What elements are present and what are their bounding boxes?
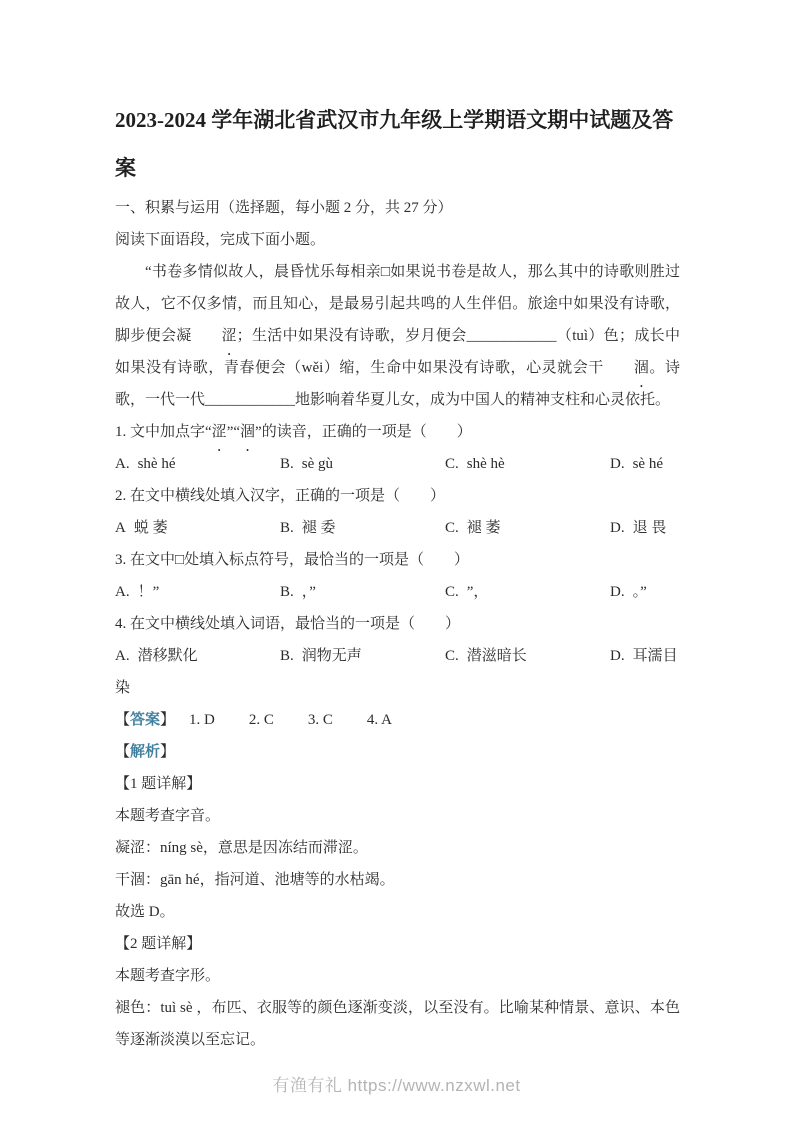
option-text: 潜滋暗长 <box>466 648 527 664</box>
option-b <box>280 640 445 672</box>
question-3-options <box>115 576 680 608</box>
option-b <box>280 448 445 480</box>
option-text: 褪 萎 <box>466 520 501 536</box>
option-d <box>610 456 663 472</box>
question-4-stem <box>115 608 680 640</box>
question-2-stem <box>115 480 680 512</box>
option-text: ，” <box>301 584 316 600</box>
question-2 <box>115 480 680 544</box>
analysis-line <box>115 736 680 768</box>
page-title: 2023-2024 学年湖北省武汉市九年级上学期语文期中试题及答案 <box>115 108 674 180</box>
option-a <box>115 448 280 480</box>
option-label: B. <box>280 456 294 472</box>
answer-label: 答案 <box>130 712 161 728</box>
option-c <box>445 512 610 544</box>
passage-text: 。诗歌，一代一代____________地影响着华夏儿女，成为中国人的精神支柱和心灵依托。 <box>115 360 680 408</box>
detail-2-heading: 【2 题详解】 <box>115 936 202 952</box>
emphasized-char: 涸 <box>240 424 256 440</box>
passage-text: “书卷多情似故人，晨昏忧乐每相亲□如果说书卷是故人，那么其中的诗歌则胜过故人，它不仅多情，而且知心，是最易引起共鸣的人生伴侣。旅途中如果没有诗歌，脚步便会凝 <box>115 264 680 344</box>
question-3-stem <box>115 544 680 576</box>
option-b <box>280 512 445 544</box>
answer-item: 2. C <box>248 712 274 728</box>
question-4 <box>115 608 680 704</box>
stem-text: 2. 在文中横线处填入汉字，正确的一项是（ ） <box>115 488 446 504</box>
stem-text: ”“ <box>226 424 241 440</box>
option-text: 蜕 萎 <box>133 520 168 536</box>
option-b <box>280 576 445 608</box>
question-2-options <box>115 512 680 544</box>
option-text: ！” <box>137 584 160 600</box>
watermark-footer: 有渔有礼 https://www.nzxwl.net <box>272 1076 521 1095</box>
emphasized-char: 涩 <box>211 424 227 440</box>
passage-intro: 阅读下面语段，完成下面小题。 <box>115 232 326 248</box>
detail-2-line: 褪色：tuì sè ，布匹、衣服等的颜色逐渐变淡，以至没有。比喻某种情景、意识、本色等逐渐淡漠以至忘记。 <box>115 1000 680 1048</box>
detail-1-line: 故选 D。 <box>115 904 175 920</box>
option-c <box>445 448 610 480</box>
emphasized-char: 涩 <box>221 328 237 344</box>
option-label: C. <box>445 648 459 664</box>
document-content <box>0 96 793 1056</box>
section-heading: 一、积累与运用（选择题，每小题 2 分，共 27 分） <box>115 200 453 216</box>
detail-1-line: 凝涩：níng sè，意思是因冻结而滞涩。 <box>115 840 368 856</box>
option-label: A <box>115 520 126 536</box>
answer-item: 3. C <box>307 712 333 728</box>
question-1 <box>115 416 680 480</box>
option-text: 退 畏 <box>632 520 667 536</box>
question-3 <box>115 544 680 608</box>
passage-text: ；生活中如果没有诗歌，岁月便会____________（tuì）色；成长中如果没有诗歌，青春便会（wěi）缩，生命中如果没有诗歌，心灵就会干 <box>115 328 680 376</box>
option-label: C. <box>445 456 459 472</box>
option-label: A. <box>115 456 130 472</box>
bracket-open: 【 <box>115 712 131 728</box>
option-text: 耳濡目染 <box>115 648 678 696</box>
option-label: A. <box>115 648 130 664</box>
option-label: D. <box>610 648 625 664</box>
stem-text: 3. 在文中□处填入标点符号，最恰当的一项是（ ） <box>115 552 470 568</box>
answer-item: 4. A <box>366 712 392 728</box>
option-a <box>115 512 280 544</box>
option-label: A. <box>115 584 130 600</box>
stem-text: 4. 在文中横线处填入词语，最恰当的一项是（ ） <box>115 616 461 632</box>
option-label: C. <box>445 520 459 536</box>
answer-item: 1. D <box>189 712 215 728</box>
option-a <box>115 640 280 672</box>
bracket-close: 】 <box>160 744 176 760</box>
option-a <box>115 576 280 608</box>
detail-1-line: 干涸：gān hé，指河道、池塘等的水枯竭。 <box>115 872 395 888</box>
option-label: D. <box>610 456 625 472</box>
bracket-close: 】 <box>160 712 176 728</box>
option-c <box>445 576 610 608</box>
option-text: 潜移默化 <box>137 648 198 664</box>
bracket-open: 【 <box>115 744 131 760</box>
option-text: shè hè <box>466 456 505 472</box>
option-d <box>610 520 666 536</box>
option-label: D. <box>610 584 625 600</box>
option-d <box>610 584 647 600</box>
option-text: 。” <box>632 584 647 600</box>
option-c <box>445 640 610 672</box>
analysis-label: 解析 <box>130 744 161 760</box>
emphasized-char: 涸 <box>633 360 649 376</box>
question-1-stem <box>115 416 680 448</box>
option-label: B. <box>280 648 294 664</box>
detail-1-heading: 【1 题详解】 <box>115 776 202 792</box>
stem-text: ”的读音，正确的一项是（ ） <box>255 424 472 440</box>
option-text: ”， <box>466 584 489 600</box>
option-label: D. <box>610 520 625 536</box>
question-4-options <box>115 640 680 704</box>
detail-2-line: 本题考查字形。 <box>115 968 221 984</box>
option-text: 褪 委 <box>301 520 336 536</box>
option-label: B. <box>280 520 294 536</box>
stem-text: 1. 文中加点字“ <box>115 424 212 440</box>
detail-1-line: 本题考查字音。 <box>115 808 221 824</box>
option-text: 润物无声 <box>301 648 362 664</box>
question-1-options <box>115 448 680 480</box>
option-label: C. <box>445 584 459 600</box>
option-text: sè hé <box>632 456 663 472</box>
option-text: shè hé <box>137 456 176 472</box>
answer-line <box>115 704 680 736</box>
option-label: B. <box>280 584 294 600</box>
option-text: sè gù <box>301 456 334 472</box>
passage-paragraph <box>115 256 680 416</box>
